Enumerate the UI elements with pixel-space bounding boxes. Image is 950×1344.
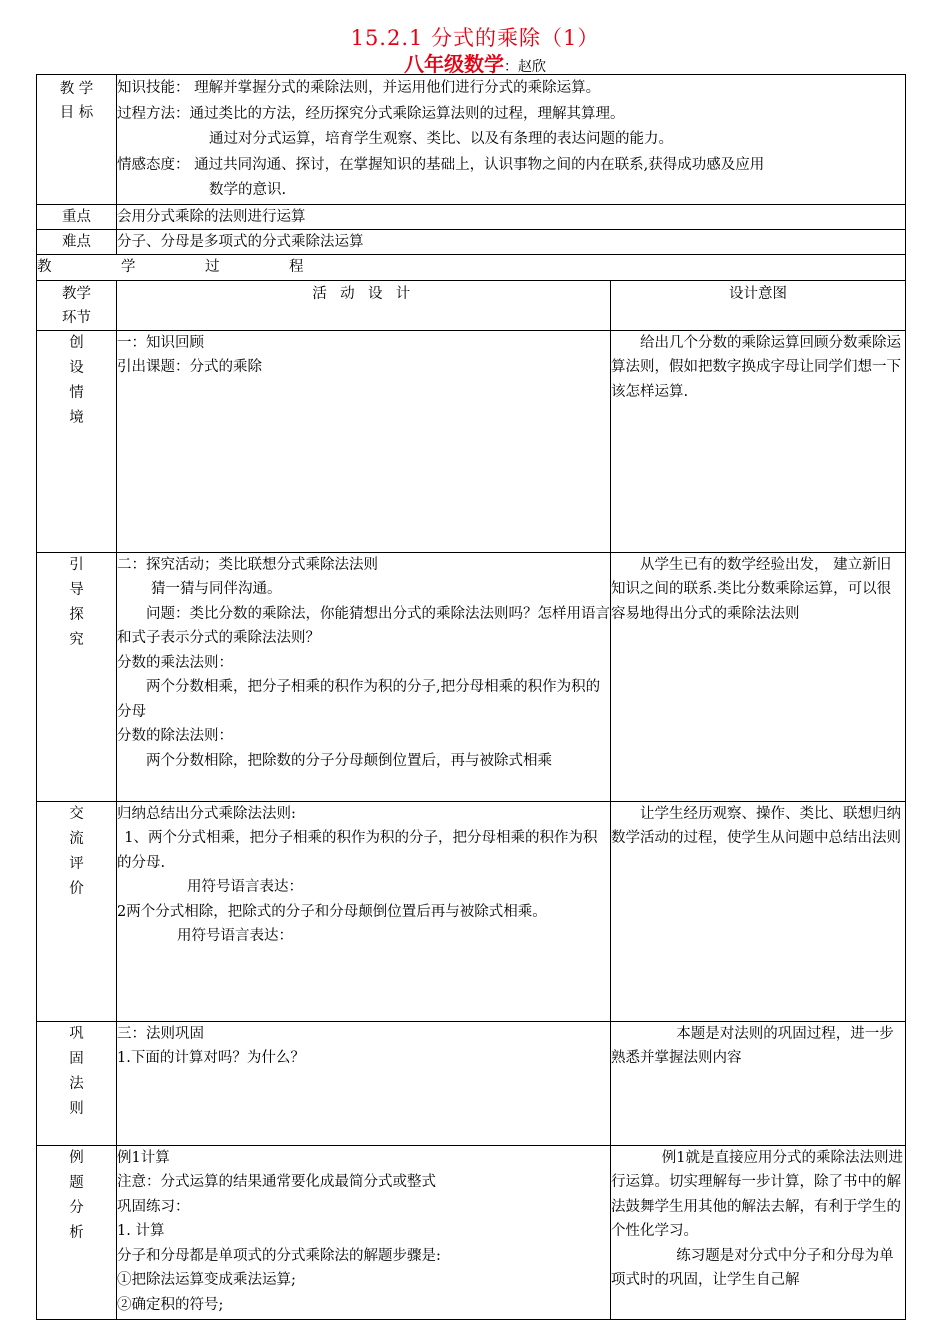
stage-char: 设 — [69, 359, 84, 376]
activity-cell-4 — [117, 1021, 611, 1145]
document-subtitle — [0, 48, 950, 77]
process-char-1: 教 — [37, 258, 52, 275]
stage-label-1 — [37, 330, 117, 552]
intent-cell-1: 给出几个分数的乘除运算回顾分数乘除运算法则，假如把数字换成字母让同学们想一下该怎样运算. — [611, 330, 906, 552]
stage-label-2 — [37, 552, 117, 801]
activity-line: 猜一猜与同伴沟通。 — [151, 581, 282, 597]
intent-cell-2: 从学生已有的数学经验出发， 建立新旧知识之间的联系.类比分数乘除运算，可以很容易地得出分式的乘除法法则 — [611, 552, 906, 801]
stage-char: 交 — [69, 805, 84, 822]
process-header — [37, 254, 906, 280]
difficulty-label: 难点 — [37, 229, 117, 254]
activity-line: 分子和分母都是单项式的分式乘除法的解题步骤是: — [117, 1247, 441, 1264]
activity-cell-3 — [117, 801, 611, 1021]
activity-line: 两个分数相除，把除数的分子分母颠倒位置后，再与被除式相乘 — [146, 752, 552, 769]
activity-line: 注意：分式运算的结果通常要化成最简分式或整式 — [117, 1174, 436, 1190]
stage-char: 例 — [69, 1149, 84, 1166]
column-header-row — [37, 280, 906, 330]
stage-char: 题 — [69, 1174, 84, 1191]
key-point-label: 重点 — [37, 204, 117, 229]
goal-knowledge: 知识技能： 理解并掌握分式的乘除法则，并运用他们进行分式的乘除运算。 — [117, 80, 601, 96]
goals-label-line2: 目 标 — [59, 105, 94, 121]
activity-line: 2两个分式相除，把除式的分子和分母颠倒位置后再与被除式相乘。 — [117, 903, 547, 920]
stage-char: 情 — [69, 384, 84, 401]
process-header-row — [37, 254, 906, 280]
key-point-text: 会用分式乘除的法则进行运算 — [117, 204, 906, 229]
activity-line: 两个分数相乘，把分子相乘的积作为积的分子,把分母相乘的积作为积的分母 — [117, 679, 601, 720]
stage-char: 流 — [69, 830, 84, 847]
stage-label-5 — [37, 1145, 117, 1319]
goal-process: 过程方法：通过类比的方法，经历探究分式乘除运算法则的过程，理解其算理。 — [117, 105, 625, 122]
activity-line: 二：探究活动；类比联想分式乘除法法则 — [117, 556, 378, 573]
stage-header-line1: 教学 — [62, 285, 91, 302]
goals-row — [37, 75, 906, 205]
stage-char: 固 — [69, 1050, 84, 1067]
stage-char: 创 — [69, 334, 84, 351]
intent-paragraph: 练习题是对分式中分子和分母为单项式时的巩固，让学生自己解 — [611, 1247, 894, 1288]
key-point-row — [37, 204, 906, 229]
activity-line: 三：法则巩固 — [117, 1025, 204, 1042]
stage-row-2 — [37, 552, 906, 801]
intent-paragraph: 例1就是直接应用分式的乘除法法则进行运算。切实理解每一步计算，除了书中的解法鼓舞学生用其他的解法去解，有利于学生的个性化学习。 — [611, 1149, 903, 1239]
activity-line: 问题：类比分数的乘除法，你能猜想出分式的乘除法法则吗？怎样用语言和式子表示分式的乘除法法则？ — [117, 605, 610, 646]
process-char-4: 程 — [289, 258, 304, 275]
difficulty-row — [37, 229, 906, 254]
stage-label-4 — [37, 1021, 117, 1145]
goals-label-line1: 教 学 — [59, 81, 94, 97]
stage-header-line2: 环节 — [62, 309, 91, 326]
stage-char: 法 — [69, 1075, 84, 1092]
activity-line: 分数的除法法则： — [117, 728, 233, 744]
lesson-plan-table — [36, 74, 906, 1320]
activity-line: ①把除法运算变成乘法运算; — [117, 1272, 296, 1288]
activity-cell-1 — [117, 330, 611, 552]
intent-cell-3: 让学生经历观察、操作、类比、联想归纳数学活动的过程，使学生从问题中总结出法则 — [611, 801, 906, 1021]
activity-line: 用符号语言表达： — [187, 879, 303, 895]
activity-line: 归纳总结出分式乘除法法则: — [117, 805, 296, 822]
difficulty-text: 分子、分母是多项式的分式乘除法运算 — [117, 229, 906, 254]
activity-line: 引出课题：分式的乘除 — [117, 359, 262, 375]
activity-line: 1.下面的计算对吗？为什么？ — [117, 1050, 305, 1066]
document-title: 15.2.1 分式的乘除（1） — [350, 26, 600, 50]
activity-cell-2 — [117, 552, 611, 801]
stage-header — [37, 280, 117, 330]
activity-line: 1、两个分式相乘，把分子相乘的积作为积的分子，把分母相乘的积作为积的分母. — [117, 830, 598, 871]
stage-row-5 — [37, 1145, 906, 1319]
activity-line: 例1计算 — [117, 1149, 170, 1166]
stage-char: 评 — [69, 855, 84, 872]
stage-char: 境 — [69, 409, 84, 426]
stage-char: 导 — [69, 581, 84, 598]
author-label: ：赵欣 — [504, 59, 546, 75]
intent-cell-4: 本题是对法则的巩固过程，进一步熟悉并掌握法则内容 — [611, 1021, 906, 1145]
intent-header: 设计意图 — [611, 280, 906, 330]
goal-emotion-cont: 数学的意识. — [209, 182, 287, 198]
process-char-3: 过 — [205, 258, 220, 275]
stage-char: 则 — [69, 1100, 84, 1117]
intent-cell-5 — [611, 1145, 906, 1319]
stage-char: 析 — [69, 1224, 84, 1241]
goal-process-cont: 通过对分式运算，培育学生观察、类比、以及有条理的表达问题的能力。 — [209, 131, 673, 147]
subject-label: 八年级数学 — [404, 52, 504, 76]
activity-line: ②确定积的符号; — [117, 1296, 224, 1313]
activity-line: 巩固练习： — [117, 1198, 190, 1215]
activity-line: 用符号语言表达： — [177, 928, 293, 944]
stage-row-4 — [37, 1021, 906, 1145]
stage-char: 价 — [69, 880, 84, 897]
stage-row-3 — [37, 801, 906, 1021]
process-char-2: 学 — [121, 258, 136, 275]
activity-line: 1. 计算 — [117, 1223, 165, 1239]
activity-cell-5 — [117, 1145, 611, 1319]
goals-content — [117, 75, 906, 205]
goals-label — [37, 75, 117, 205]
stage-char: 探 — [69, 606, 84, 623]
activity-line: 分数的乘法法则： — [117, 654, 233, 671]
activity-header: 活 动 设 计 — [117, 280, 611, 330]
stage-row-1 — [37, 330, 906, 552]
stage-char: 引 — [69, 556, 84, 573]
goal-emotion: 情感态度： 通过共同沟通、探讨，在掌握知识的基础上，认识事物之间的内在联系,获得成功感及应用 — [117, 156, 765, 173]
activity-line: 一：知识回顾 — [117, 334, 204, 351]
stage-char: 巩 — [69, 1025, 84, 1042]
stage-char: 究 — [69, 631, 84, 648]
stage-char: 分 — [69, 1199, 84, 1216]
stage-label-3 — [37, 801, 117, 1021]
